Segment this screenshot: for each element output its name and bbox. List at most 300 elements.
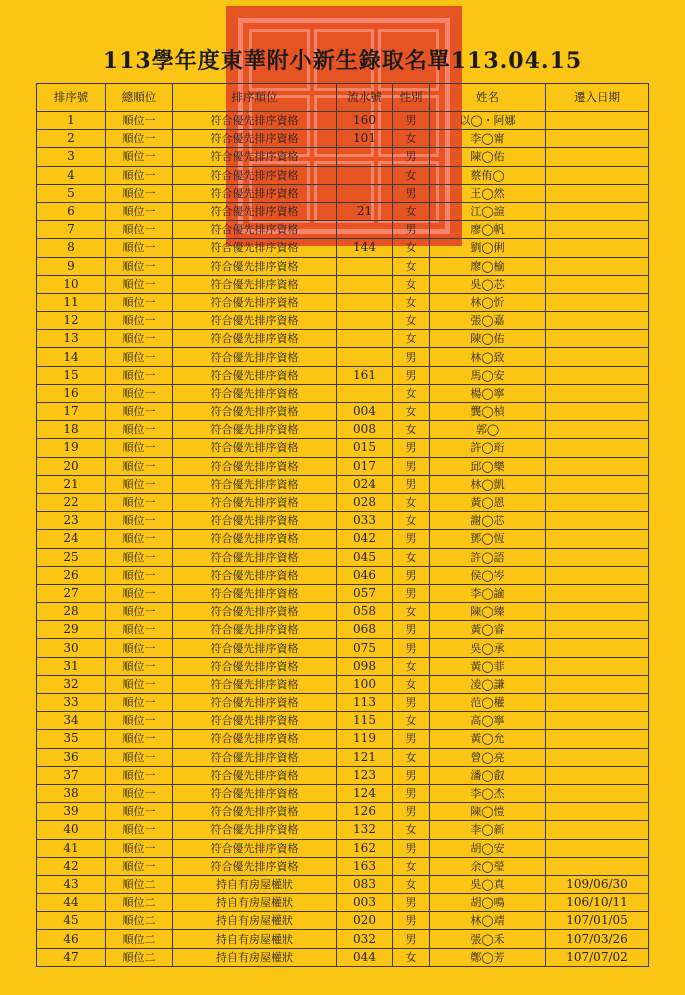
cell-gender: 男	[393, 366, 430, 384]
cell-serial-no: 163	[337, 857, 393, 875]
cell-move-in-date	[546, 257, 649, 275]
table-row	[37, 348, 649, 366]
cell-move-in-date	[546, 584, 649, 602]
cell-serial-no: 032	[337, 930, 393, 948]
cell-overall-priority: 順位一	[106, 748, 173, 766]
cell-rank: 9	[37, 257, 106, 275]
cell-name: 曾◯亮	[430, 748, 546, 766]
cell-overall-priority: 順位一	[106, 439, 173, 457]
cell-priority-type: 符合優先排序資格	[173, 403, 337, 421]
cell-rank: 3	[37, 148, 106, 166]
cell-name: 陳◯愷	[430, 803, 546, 821]
cell-name: 吳◯承	[430, 639, 546, 657]
cell-rank: 21	[37, 475, 106, 493]
column-header-name: 姓名	[430, 84, 546, 112]
cell-move-in-date	[546, 312, 649, 330]
cell-name: 廖◯榆	[430, 257, 546, 275]
cell-name: 黃◯恩	[430, 493, 546, 511]
cell-move-in-date	[546, 712, 649, 730]
cell-serial-no: 162	[337, 839, 393, 857]
cell-name: 龔◯楨	[430, 403, 546, 421]
cell-gender: 男	[393, 803, 430, 821]
cell-priority-type: 符合優先排序資格	[173, 421, 337, 439]
table-row	[37, 421, 649, 439]
cell-gender: 女	[393, 257, 430, 275]
cell-name: 王◯然	[430, 184, 546, 202]
cell-rank: 29	[37, 621, 106, 639]
cell-overall-priority: 順位一	[106, 184, 173, 202]
cell-overall-priority: 順位一	[106, 657, 173, 675]
table-row	[37, 330, 649, 348]
cell-serial-no	[337, 221, 393, 239]
cell-overall-priority: 順位一	[106, 493, 173, 511]
cell-rank: 32	[37, 675, 106, 693]
cell-serial-no: 098	[337, 657, 393, 675]
cell-gender: 女	[393, 384, 430, 402]
cell-serial-no: 115	[337, 712, 393, 730]
table-row	[37, 130, 649, 148]
cell-name: 楊◯寧	[430, 384, 546, 402]
cell-priority-type: 符合優先排序資格	[173, 184, 337, 202]
cell-rank: 26	[37, 566, 106, 584]
cell-rank: 28	[37, 603, 106, 621]
table-row	[37, 875, 649, 893]
column-header-rank: 排序號	[37, 84, 106, 112]
cell-rank: 37	[37, 766, 106, 784]
cell-gender: 女	[393, 202, 430, 220]
cell-gender: 女	[393, 512, 430, 530]
cell-rank: 16	[37, 384, 106, 402]
table-row	[37, 894, 649, 912]
cell-name: 鄭◯芳	[430, 948, 546, 966]
cell-name: 吳◯芯	[430, 275, 546, 293]
cell-name: 黃◯睿	[430, 621, 546, 639]
cell-move-in-date	[546, 530, 649, 548]
table-row	[37, 184, 649, 202]
cell-overall-priority: 順位一	[106, 839, 173, 857]
cell-move-in-date	[546, 148, 649, 166]
cell-gender: 女	[393, 275, 430, 293]
cell-name: 林◯致	[430, 348, 546, 366]
cell-overall-priority: 順位一	[106, 639, 173, 657]
cell-serial-no: 004	[337, 403, 393, 421]
cell-overall-priority: 順位一	[106, 457, 173, 475]
cell-rank: 20	[37, 457, 106, 475]
cell-priority-type: 符合優先排序資格	[173, 221, 337, 239]
cell-priority-type: 符合優先排序資格	[173, 493, 337, 511]
cell-priority-type: 符合優先排序資格	[173, 457, 337, 475]
cell-gender: 女	[393, 875, 430, 893]
column-header-priority-type: 排序順位	[173, 84, 337, 112]
cell-overall-priority: 順位一	[106, 202, 173, 220]
cell-overall-priority: 順位一	[106, 821, 173, 839]
table-row	[37, 475, 649, 493]
cell-serial-no: 075	[337, 639, 393, 657]
cell-priority-type: 符合優先排序資格	[173, 803, 337, 821]
cell-priority-type: 符合優先排序資格	[173, 730, 337, 748]
cell-gender: 男	[393, 584, 430, 602]
cell-overall-priority: 順位一	[106, 112, 173, 130]
cell-rank: 43	[37, 875, 106, 893]
cell-priority-type: 符合優先排序資格	[173, 821, 337, 839]
cell-gender: 男	[393, 439, 430, 457]
cell-move-in-date	[546, 512, 649, 530]
cell-move-in-date	[546, 857, 649, 875]
cell-overall-priority: 順位一	[106, 421, 173, 439]
cell-move-in-date: 109/06/30	[546, 875, 649, 893]
cell-name: 許◯語	[430, 548, 546, 566]
cell-move-in-date	[546, 766, 649, 784]
cell-move-in-date	[546, 566, 649, 584]
cell-rank: 36	[37, 748, 106, 766]
cell-overall-priority: 順位一	[106, 730, 173, 748]
table-row	[37, 293, 649, 311]
cell-priority-type: 符合優先排序資格	[173, 512, 337, 530]
cell-name: 林◯凱	[430, 475, 546, 493]
cell-name: 廖◯帆	[430, 221, 546, 239]
table-row	[37, 384, 649, 402]
cell-name: 黃◯菲	[430, 657, 546, 675]
cell-move-in-date	[546, 439, 649, 457]
table-row	[37, 657, 649, 675]
cell-overall-priority: 順位一	[106, 330, 173, 348]
cell-name: 郭◯	[430, 421, 546, 439]
cell-gender: 女	[393, 548, 430, 566]
cell-overall-priority: 順位一	[106, 530, 173, 548]
cell-overall-priority: 順位一	[106, 239, 173, 257]
cell-rank: 40	[37, 821, 106, 839]
cell-overall-priority: 順位一	[106, 312, 173, 330]
cell-overall-priority: 順位一	[106, 694, 173, 712]
table-row	[37, 639, 649, 657]
cell-gender: 男	[393, 475, 430, 493]
cell-overall-priority: 順位一	[106, 548, 173, 566]
cell-overall-priority: 順位二	[106, 912, 173, 930]
cell-gender: 男	[393, 457, 430, 475]
table-row	[37, 239, 649, 257]
cell-gender: 女	[393, 857, 430, 875]
cell-name: 邱◯樂	[430, 457, 546, 475]
cell-rank: 14	[37, 348, 106, 366]
table-row	[37, 566, 649, 584]
cell-gender: 男	[393, 639, 430, 657]
cell-gender: 男	[393, 930, 430, 948]
cell-rank: 25	[37, 548, 106, 566]
cell-serial-no	[337, 184, 393, 202]
cell-serial-no: 100	[337, 675, 393, 693]
cell-move-in-date	[546, 803, 649, 821]
cell-serial-no: 015	[337, 439, 393, 457]
table-row	[37, 166, 649, 184]
cell-gender: 女	[393, 421, 430, 439]
cell-priority-type: 符合優先排序資格	[173, 384, 337, 402]
cell-name: 謝◯芯	[430, 512, 546, 530]
cell-move-in-date: 107/03/26	[546, 930, 649, 948]
table-header-row	[37, 84, 649, 112]
cell-rank: 6	[37, 202, 106, 220]
cell-rank: 31	[37, 657, 106, 675]
cell-priority-type: 符合優先排序資格	[173, 239, 337, 257]
cell-move-in-date	[546, 221, 649, 239]
cell-move-in-date	[546, 639, 649, 657]
cell-serial-no: 045	[337, 548, 393, 566]
table-row	[37, 621, 649, 639]
cell-name: 鄧◯恆	[430, 530, 546, 548]
table-row	[37, 766, 649, 784]
table-row	[37, 912, 649, 930]
cell-name: 林◯靖	[430, 912, 546, 930]
cell-gender: 女	[393, 748, 430, 766]
cell-name: 馬◯安	[430, 366, 546, 384]
cell-serial-no: 033	[337, 512, 393, 530]
cell-serial-no: 101	[337, 130, 393, 148]
cell-gender: 女	[393, 403, 430, 421]
cell-name: 李◯新	[430, 821, 546, 839]
table-row	[37, 803, 649, 821]
cell-rank: 38	[37, 784, 106, 802]
cell-serial-no: 144	[337, 239, 393, 257]
cell-name: 李◯甯	[430, 130, 546, 148]
table-row	[37, 275, 649, 293]
cell-overall-priority: 順位一	[106, 384, 173, 402]
cell-rank: 46	[37, 930, 106, 948]
table-row	[37, 512, 649, 530]
cell-name: 劉◯俐	[430, 239, 546, 257]
cell-serial-no: 017	[337, 457, 393, 475]
cell-serial-no: 068	[337, 621, 393, 639]
cell-name: 范◯權	[430, 694, 546, 712]
cell-serial-no: 058	[337, 603, 393, 621]
cell-serial-no	[337, 384, 393, 402]
cell-move-in-date	[546, 348, 649, 366]
cell-rank: 30	[37, 639, 106, 657]
table-row	[37, 148, 649, 166]
cell-move-in-date	[546, 421, 649, 439]
cell-move-in-date: 106/10/11	[546, 894, 649, 912]
cell-priority-type: 符合優先排序資格	[173, 202, 337, 220]
cell-serial-no: 113	[337, 694, 393, 712]
cell-move-in-date	[546, 239, 649, 257]
cell-move-in-date	[546, 112, 649, 130]
cell-gender: 女	[393, 657, 430, 675]
cell-overall-priority: 順位一	[106, 857, 173, 875]
cell-priority-type: 符合優先排序資格	[173, 748, 337, 766]
table-row	[37, 112, 649, 130]
cell-serial-no: 119	[337, 730, 393, 748]
cell-serial-no: 044	[337, 948, 393, 966]
cell-rank: 8	[37, 239, 106, 257]
table-row	[37, 694, 649, 712]
table-row	[37, 839, 649, 857]
cell-gender: 女	[393, 312, 430, 330]
cell-rank: 24	[37, 530, 106, 548]
cell-overall-priority: 順位二	[106, 930, 173, 948]
cell-gender: 女	[393, 130, 430, 148]
cell-name: 胡◯鳴	[430, 894, 546, 912]
cell-move-in-date	[546, 621, 649, 639]
cell-gender: 男	[393, 621, 430, 639]
cell-overall-priority: 順位一	[106, 584, 173, 602]
cell-gender: 男	[393, 784, 430, 802]
cell-move-in-date	[546, 202, 649, 220]
cell-gender: 男	[393, 694, 430, 712]
cell-gender: 女	[393, 821, 430, 839]
cell-name: 江◯諠	[430, 202, 546, 220]
cell-name: 潘◯叡	[430, 766, 546, 784]
cell-overall-priority: 順位一	[106, 293, 173, 311]
cell-priority-type: 符合優先排序資格	[173, 857, 337, 875]
cell-name: 胡◯安	[430, 839, 546, 857]
cell-move-in-date	[546, 366, 649, 384]
cell-move-in-date	[546, 330, 649, 348]
table-row	[37, 403, 649, 421]
cell-serial-no	[337, 293, 393, 311]
cell-move-in-date	[546, 384, 649, 402]
cell-priority-type: 符合優先排序資格	[173, 475, 337, 493]
cell-gender: 男	[393, 839, 430, 857]
table-row	[37, 857, 649, 875]
cell-serial-no: 124	[337, 784, 393, 802]
table-row	[37, 603, 649, 621]
cell-serial-no	[337, 257, 393, 275]
cell-rank: 15	[37, 366, 106, 384]
cell-overall-priority: 順位一	[106, 712, 173, 730]
cell-move-in-date	[546, 821, 649, 839]
table-row	[37, 221, 649, 239]
cell-rank: 45	[37, 912, 106, 930]
table-row	[37, 748, 649, 766]
cell-overall-priority: 順位一	[106, 475, 173, 493]
cell-rank: 35	[37, 730, 106, 748]
cell-gender: 男	[393, 148, 430, 166]
cell-rank: 1	[37, 112, 106, 130]
cell-overall-priority: 順位一	[106, 512, 173, 530]
cell-gender: 男	[393, 530, 430, 548]
table-row	[37, 257, 649, 275]
cell-gender: 女	[393, 330, 430, 348]
cell-rank: 41	[37, 839, 106, 857]
cell-priority-type: 符合優先排序資格	[173, 348, 337, 366]
cell-priority-type: 持自有房屋權狀	[173, 894, 337, 912]
cell-name: 蔡侑◯	[430, 166, 546, 184]
cell-priority-type: 符合優先排序資格	[173, 275, 337, 293]
cell-serial-no	[337, 348, 393, 366]
cell-overall-priority: 順位一	[106, 130, 173, 148]
cell-move-in-date	[546, 184, 649, 202]
cell-overall-priority: 順位一	[106, 348, 173, 366]
table-row	[37, 439, 649, 457]
cell-overall-priority: 順位一	[106, 675, 173, 693]
cell-rank: 2	[37, 130, 106, 148]
cell-priority-type: 符合優先排序資格	[173, 566, 337, 584]
cell-serial-no: 020	[337, 912, 393, 930]
table-row	[37, 821, 649, 839]
cell-serial-no	[337, 330, 393, 348]
cell-rank: 5	[37, 184, 106, 202]
cell-serial-no: 057	[337, 584, 393, 602]
cell-name: 余◯瑩	[430, 857, 546, 875]
cell-gender: 男	[393, 766, 430, 784]
cell-serial-no: 132	[337, 821, 393, 839]
cell-serial-no: 161	[337, 366, 393, 384]
cell-overall-priority: 順位一	[106, 148, 173, 166]
cell-rank: 7	[37, 221, 106, 239]
cell-gender: 男	[393, 184, 430, 202]
cell-serial-no: 042	[337, 530, 393, 548]
cell-serial-no: 21	[337, 202, 393, 220]
cell-serial-no: 123	[337, 766, 393, 784]
cell-priority-type: 符合優先排序資格	[173, 166, 337, 184]
cell-overall-priority: 順位一	[106, 784, 173, 802]
cell-priority-type: 符合優先排序資格	[173, 603, 337, 621]
cell-priority-type: 持自有房屋權狀	[173, 930, 337, 948]
cell-priority-type: 符合優先排序資格	[173, 675, 337, 693]
page-title: 113學年度東華附小新生錄取名單113.04.15	[102, 48, 583, 74]
cell-move-in-date	[546, 548, 649, 566]
cell-name: 陳◯臻	[430, 603, 546, 621]
cell-rank: 10	[37, 275, 106, 293]
cell-serial-no: 121	[337, 748, 393, 766]
cell-gender: 女	[393, 293, 430, 311]
table-row	[37, 712, 649, 730]
cell-move-in-date	[546, 603, 649, 621]
cell-rank: 4	[37, 166, 106, 184]
cell-gender: 女	[393, 493, 430, 511]
cell-name: 李◯杰	[430, 784, 546, 802]
cell-serial-no: 028	[337, 493, 393, 511]
column-header-move-in-date: 遷入日期	[546, 84, 649, 112]
column-header-gender: 性別	[393, 84, 430, 112]
cell-overall-priority: 順位一	[106, 803, 173, 821]
table-row	[37, 202, 649, 220]
cell-name: 侯◯岑	[430, 566, 546, 584]
cell-gender: 女	[393, 712, 430, 730]
cell-priority-type: 符合優先排序資格	[173, 112, 337, 130]
cell-move-in-date	[546, 730, 649, 748]
table-row	[37, 366, 649, 384]
cell-serial-no: 083	[337, 875, 393, 893]
cell-rank: 22	[37, 493, 106, 511]
cell-overall-priority: 順位二	[106, 894, 173, 912]
table-row	[37, 730, 649, 748]
cell-priority-type: 符合優先排序資格	[173, 312, 337, 330]
cell-priority-type: 符合優先排序資格	[173, 366, 337, 384]
table-row	[37, 457, 649, 475]
admission-table	[36, 83, 649, 967]
cell-priority-type: 符合優先排序資格	[173, 694, 337, 712]
cell-move-in-date	[546, 166, 649, 184]
cell-serial-no: 003	[337, 894, 393, 912]
cell-serial-no	[337, 166, 393, 184]
cell-name: 凌◯謙	[430, 675, 546, 693]
cell-priority-type: 符合優先排序資格	[173, 530, 337, 548]
cell-gender: 女	[393, 239, 430, 257]
cell-move-in-date	[546, 675, 649, 693]
cell-move-in-date: 107/01/05	[546, 912, 649, 930]
cell-gender: 女	[393, 675, 430, 693]
cell-rank: 34	[37, 712, 106, 730]
cell-priority-type: 符合優先排序資格	[173, 130, 337, 148]
cell-serial-no	[337, 312, 393, 330]
cell-priority-type: 符合優先排序資格	[173, 712, 337, 730]
cell-gender: 男	[393, 348, 430, 366]
cell-gender: 男	[393, 912, 430, 930]
cell-name: 張◯禾	[430, 930, 546, 948]
cell-priority-type: 符合優先排序資格	[173, 293, 337, 311]
cell-overall-priority: 順位一	[106, 366, 173, 384]
cell-rank: 23	[37, 512, 106, 530]
cell-serial-no: 046	[337, 566, 393, 584]
